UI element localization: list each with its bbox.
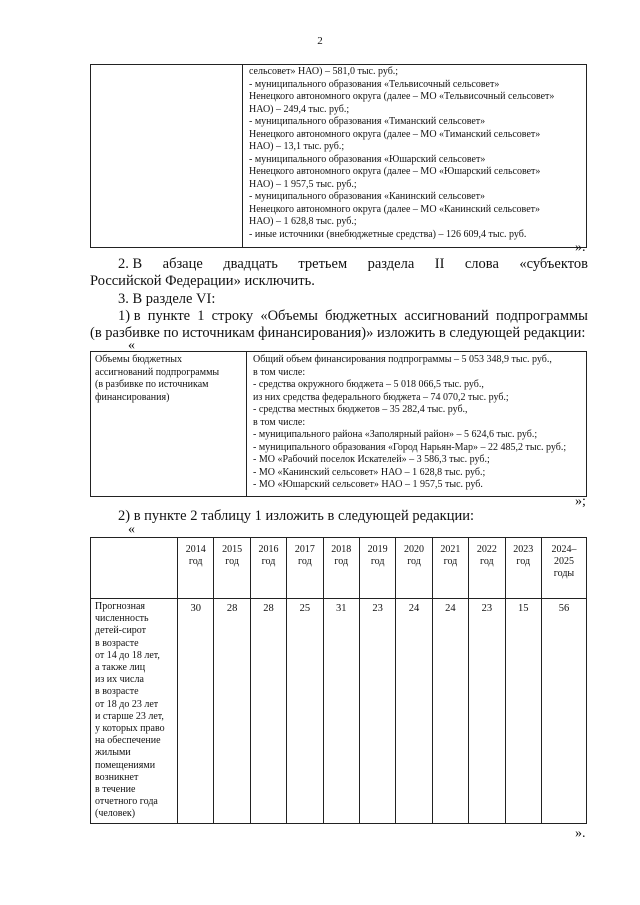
year-header-10: 2024– 2025 годы — [541, 538, 586, 599]
row-label-line: у которых право — [95, 723, 165, 735]
budget-label-line: Объемы бюджетных — [95, 354, 183, 365]
row-label-line: возникнет — [95, 771, 139, 783]
para-2-line-1: 2. В абзаце двадцать третьем раздела II слова «субъектов — [118, 256, 588, 272]
row-label-line: а также лиц — [95, 662, 146, 674]
year-header-8: 2022 год — [469, 538, 505, 599]
row-label-line: в возрасте — [95, 637, 139, 649]
row-label-line: (человек) — [95, 808, 136, 820]
year-header-6: 2020 год — [396, 538, 432, 599]
funding-line: сельсовет» НАО) – 581,0 тыс. руб.; — [249, 66, 399, 77]
funding-line: - муниципального образования «Канинский сельсовет» — [249, 191, 485, 202]
funding-sources-cell — [243, 65, 587, 248]
year-header-3: 2017 год — [287, 538, 323, 599]
funding-line: Ненецкого автономного округа (далее – МО «Тиманский сельсовет» — [249, 128, 541, 140]
para-2-line-2: Российской Федерации» исключить. — [90, 273, 315, 289]
funding-line: НАО) – 1 628,8 тыс. руб.; — [249, 216, 357, 227]
row-label-line: от 14 до 18 лет, — [95, 649, 160, 661]
budget-line: в том числе: — [253, 366, 306, 378]
budget-line: - МО «Канинский сельсовет» НАО – 1 628,8 тыс. руб.; — [253, 466, 486, 478]
funding-line: Ненецкого автономного округа (далее – МО «Тельвисочный сельсовет» — [249, 91, 555, 102]
budget-line: из них средства федерального бюджета – 74 070,2 тыс. руб.; — [253, 391, 509, 403]
funding-line: - муниципального образования «Тиманский сельсовет» — [249, 116, 486, 127]
value-cell-7: 24 — [432, 599, 468, 824]
budget-label-line: финансирования) — [95, 391, 170, 403]
row-label-line: в возрасте — [95, 686, 139, 698]
page-number: 2 — [317, 35, 323, 47]
value-cell-4: 31 — [323, 599, 359, 824]
value-cell-1: 28 — [214, 599, 250, 824]
value-cell-8: 23 — [469, 599, 505, 824]
para-4-line-1: 1) в пункте 1 строку «Объемы бюджетных ассигнований подпрограммы — [118, 308, 588, 324]
row-label-line: детей-сирот — [95, 625, 147, 637]
budget-line: - муниципального образования «Город Нарьян-Мар» – 22 485,2 тыс. руб.; — [253, 441, 567, 453]
open-quote-2: « — [128, 522, 135, 537]
funding-line: - муниципального образования «Юшарский сельсовет» — [249, 153, 486, 165]
row-label-line: отчетного года — [95, 796, 158, 808]
close-quote-1: ». — [575, 240, 586, 255]
value-cell-9: 15 — [505, 599, 541, 824]
budget-line: в том числе: — [253, 416, 306, 428]
row-label-cell — [91, 599, 178, 824]
row-label-line: численность — [95, 613, 149, 625]
row-label-line: на обеспечение — [95, 735, 161, 747]
para-4-line-2: (в разбивке по источникам финансирования)» изложить в следующей редакции: — [90, 325, 586, 341]
close-quote-2: »; — [575, 494, 586, 509]
year-header-7: 2021 год — [432, 538, 468, 599]
budget-values-cell — [247, 352, 587, 497]
value-cell-6: 24 — [396, 599, 432, 824]
budget-label-cell — [91, 352, 247, 497]
funding-line: - муниципального образования «Тельвисочный сельсовет» — [249, 78, 500, 90]
row-label-line: помещениями — [95, 759, 156, 771]
budget-line: - средства окружного бюджета – 5 018 066,5 тыс. руб., — [253, 379, 484, 390]
orphans-forecast-table — [90, 537, 587, 824]
value-cell-10: 56 — [541, 599, 586, 824]
year-header-9: 2023 год — [505, 538, 541, 599]
year-header-2: 2016 год — [250, 538, 286, 599]
row-label-line: Прогнозная — [95, 601, 146, 612]
budget-line: - МО «Рабочий поселок Искателей» – 3 586,3 тыс. руб.; — [253, 454, 490, 465]
funding-line: Ненецкого автономного округа (далее – МО «Канинский сельсовет» — [249, 203, 541, 215]
funding-line: НАО) – 13,1 тыс. руб.; — [249, 141, 345, 152]
funding-line: НАО) – 1 957,5 тыс. руб.; — [249, 178, 357, 190]
value-cell-0: 30 — [178, 599, 214, 824]
funding-line: - иные источники (внебюджетные средства) – 126 609,4 тыс. руб. — [249, 228, 527, 240]
year-header-5: 2019 год — [359, 538, 395, 599]
close-quote-3: ». — [575, 826, 586, 841]
budget-line: - МО «Юшарский сельсовет» НАО – 1 957,5 тыс. руб. — [253, 479, 483, 490]
row-label-line: в течение — [95, 784, 136, 796]
para-5: 2) в пункте 2 таблицу 1 изложить в следующей редакции: — [118, 508, 475, 524]
header-empty-cell — [91, 538, 178, 599]
value-cell-5: 23 — [359, 599, 395, 824]
year-header-4: 2018 год — [323, 538, 359, 599]
budget-allocation-table — [90, 351, 587, 497]
budget-line: - средства местных бюджетов – 35 282,4 тыс. руб., — [253, 404, 468, 415]
empty-label-cell — [91, 65, 243, 248]
funding-line: Ненецкого автономного округа (далее – МО «Юшарский сельсовет» — [249, 166, 541, 177]
row-label-line: жилыми — [95, 747, 131, 759]
value-cell-3: 25 — [287, 599, 323, 824]
budget-line: Общий объем финансирования подпрограммы – 5 053 348,9 тыс. руб., — [253, 354, 552, 365]
value-cell-2: 28 — [250, 599, 286, 824]
row-label-line: из их числа — [95, 674, 144, 686]
year-header-1: 2015 год — [214, 538, 250, 599]
row-label-line: и старше 23 лет, — [95, 710, 164, 722]
budget-label-line: ассигнований подпрограммы — [95, 366, 220, 378]
year-header-0: 2014 год — [178, 538, 214, 599]
row-label-line: от 18 до 23 лет — [95, 698, 159, 710]
funding-table-continuation — [90, 64, 587, 248]
budget-line: - муниципального района «Заполярный район» – 5 624,6 тыс. руб.; — [253, 429, 538, 440]
para-3: 3. В разделе VI: — [118, 291, 216, 307]
open-quote-1: « — [128, 338, 135, 353]
budget-label-line: (в разбивке по источникам — [95, 379, 209, 390]
funding-line: НАО) – 249,4 тыс. руб.; — [249, 103, 350, 115]
